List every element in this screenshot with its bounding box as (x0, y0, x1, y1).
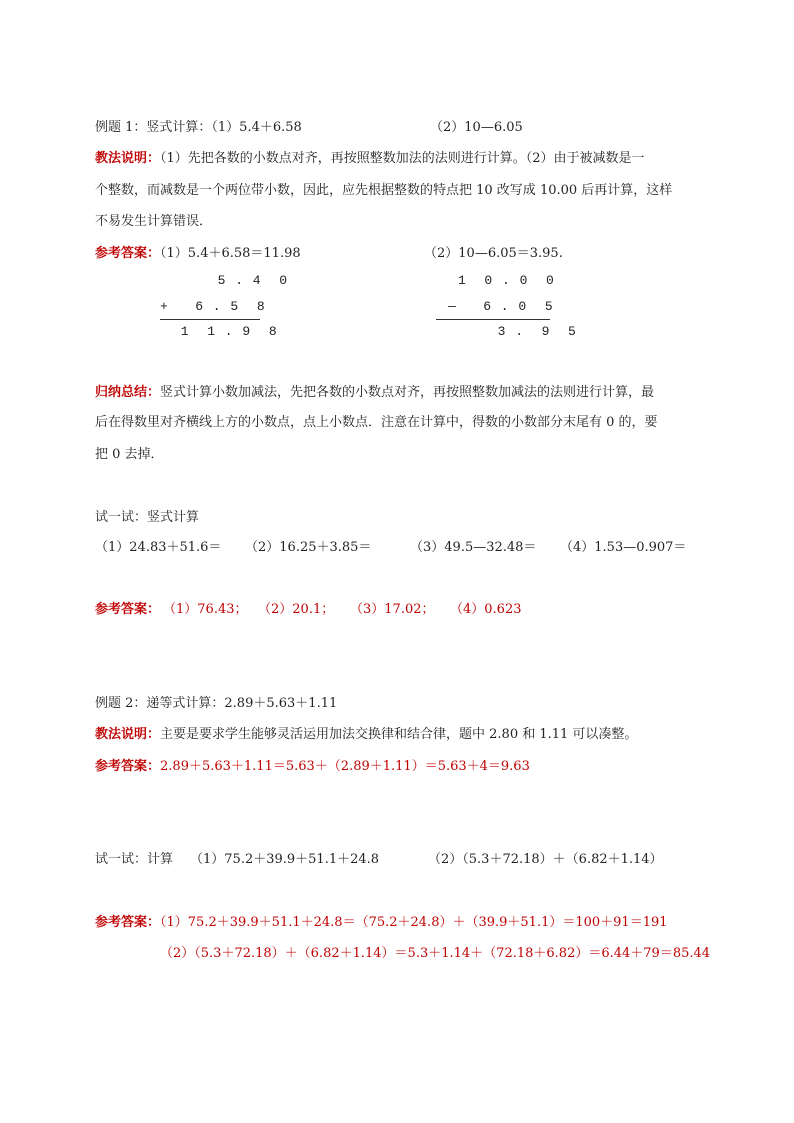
answer-label: 参考答案： (95, 915, 161, 930)
example-1-title (95, 119, 302, 137)
example-1-question-1: 例题 1：竖式计算：（1）5.4＋6.58 (95, 120, 302, 135)
example-1-answer-1: 参考答案：（1）5.4＋6.58＝11.98 (95, 246, 301, 261)
summary-label: 归纳总结： (95, 385, 161, 400)
vertical-subtraction-rule (436, 319, 550, 320)
answer-label: 参考答案： (95, 759, 161, 774)
explain-label: 教法说明： (95, 151, 161, 166)
answer-label: 参考答案： (95, 246, 161, 261)
vertical-subtraction-row-1: 1 0 . 0 0 (458, 273, 555, 288)
try-2-answer-2: （2）（5.3＋72.18）＋（6.82＋1.14）＝5.3＋1.14＋（72.18＋6.82）＝6.44＋79＝85.44 (160, 946, 711, 961)
example-1-question-2: （2）10—6.05 (430, 120, 523, 135)
vertical-addition-rule (160, 319, 260, 320)
try-1-a3: （3）17.02； (350, 602, 435, 617)
try-1-q1: （1）24.83＋51.6＝ (95, 540, 222, 555)
vertical-addition-row-3: 1 1 . 9 8 (172, 324, 278, 339)
try-1-a4: （4）0.623 (450, 602, 522, 617)
try-1-q4: （4）1.53—0.907＝ (560, 540, 687, 555)
example-1-explain-line-1: 教法说明：（1）先把各数的小数点对齐，再按照整数加法的法则进行计算。（2）由于被减数是一 (95, 151, 645, 166)
example-1-explain-line-2: 个整数，而减数是一个两位带小数，因此，应先根据整数的特点把 10 改写成 10.00 后再计算，这样 (95, 183, 673, 198)
example-2-answer: 参考答案：2.89＋5.63＋1.11＝5.63＋（2.89＋1.11）＝5.63＋4＝9.63 (95, 759, 530, 774)
try-1-answers (95, 601, 160, 619)
try-2-q2: （2）（5.3＋72.18）＋（6.82＋1.14） (428, 852, 663, 867)
try-1-a2: （2）20.1； (258, 602, 335, 617)
vertical-subtraction (436, 273, 577, 343)
vertical-addition (160, 273, 289, 343)
example-1-explain-line-3: 不易发生计算错误． (95, 214, 213, 229)
vertical-subtraction-row-2: — 6 . 0 5 (448, 299, 554, 314)
answer-label: 参考答案： (95, 602, 161, 617)
explain-label: 教法说明： (95, 727, 161, 742)
vertical-addition-row-2: + 6 . 5 8 (160, 299, 266, 314)
vertical-subtraction-row-3: 3 . 9 5 (480, 324, 577, 339)
vertical-addition-row-1: 5 . 4 0 (200, 273, 289, 288)
try-2-answer-1: 参考答案：（1）75.2＋39.9＋51.1＋24.8＝（75.2＋24.8）＋（39.9＋51.1）＝100＋91＝191 (95, 915, 668, 930)
try-2-q1: （1）75.2＋39.9＋51.1＋24.8 (190, 852, 380, 867)
summary-line-1: 归纳总结：竖式计算小数加减法，先把各数的小数点对齐，再按照整数加减法的法则进行计算，最 (95, 385, 655, 400)
example-2-explain: 教法说明：主要是要求学生能够灵活运用加法交换律和结合律，题中 2.80 和 1.11 可以凑整。 (95, 727, 638, 742)
try-1-q3: （3）49.5—32.48＝ (410, 540, 537, 555)
try-1-q2: （2）16.25＋3.85＝ (245, 540, 372, 555)
summary-line-3: 把 0 去掉． (95, 447, 164, 462)
example-1-answer-2: （2）10—6.05＝3.95. (424, 246, 563, 261)
example-2-title: 例题 2：递等式计算：2.89＋5.63＋1.11 (95, 696, 338, 711)
summary-line-2: 后在得数里对齐横线上方的小数点，点上小数点．注意在计算中，得数的小数部分末尾有 0 的，要 (95, 415, 658, 430)
try-1-a1: （1）76.43； (163, 602, 248, 617)
try-1-title: 试一试：竖式计算 (95, 510, 200, 525)
try-2-title: 试一试：计算 (95, 852, 174, 867)
